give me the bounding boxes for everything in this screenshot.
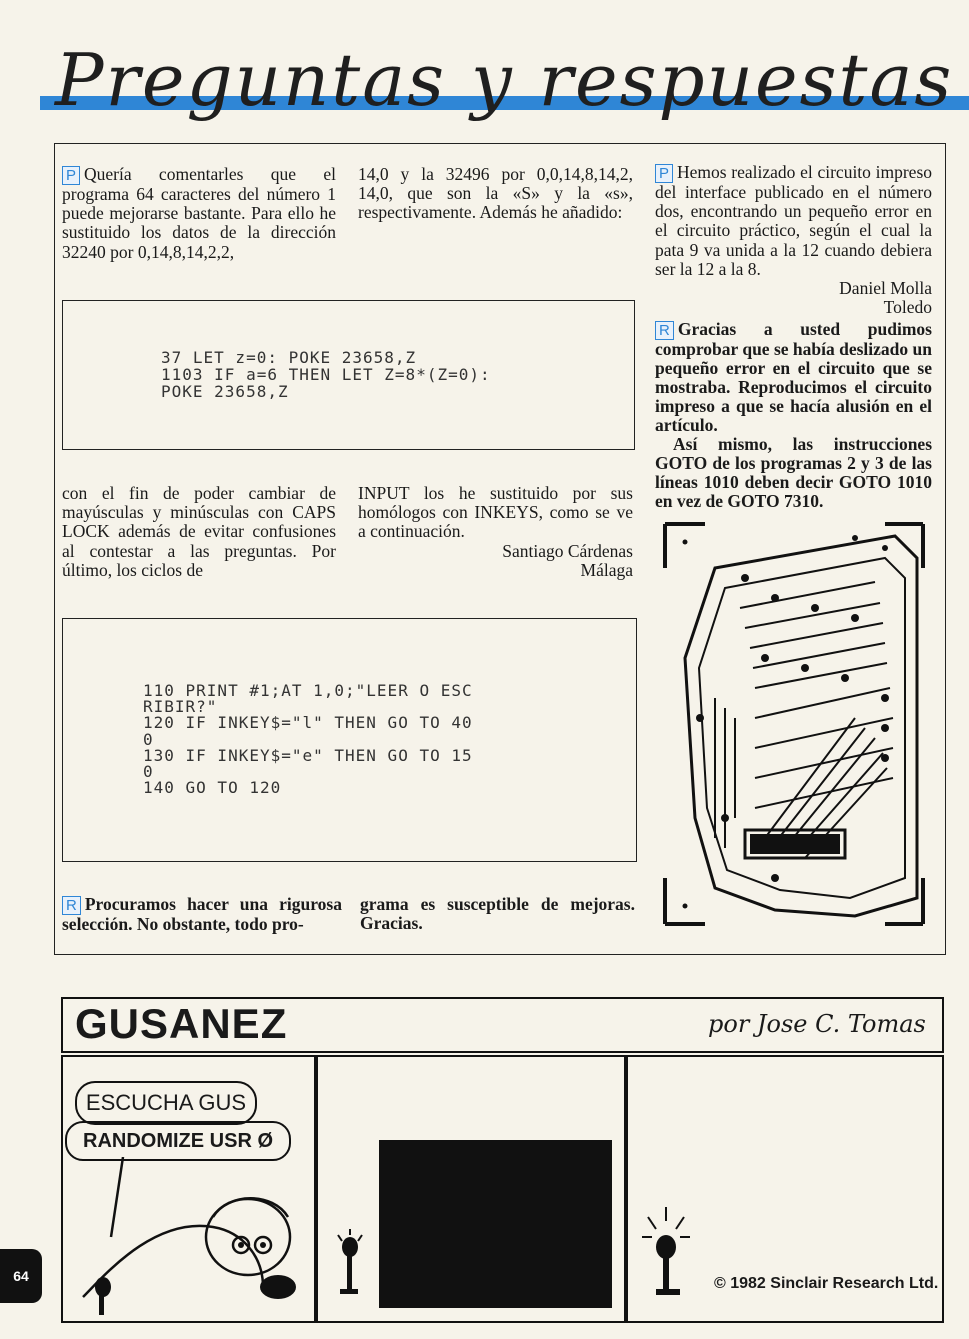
speech-bubble-bottom: RANDOMIZE USR Ø — [65, 1121, 291, 1161]
q1-answer-col1 — [62, 895, 342, 934]
code-listing-1 — [161, 349, 491, 400]
q1-text-col1: Quería comentarles que el programa 64 caracteres del número 1 puede mejorarse bastante. Para ello he sustituido los datos de la dirección 32240 por 0,14,8,14,2,2, — [62, 164, 336, 262]
q2-answer — [655, 320, 932, 511]
comic-byline: por Jose C. Tomas — [708, 1010, 926, 1038]
answer-badge: R — [62, 896, 81, 915]
q1-question-col2: 14,0 y la 32496 por 0,0,14,8,14,2, 14,0, que son la «S» y la «s», respectivamente. Además he añadido: — [358, 164, 633, 223]
code-line: 130 IF INKEY$="e" THEN GO TO 15 — [143, 745, 473, 765]
code-line: 120 IF INKEY$="l" THEN GO TO 40 — [143, 713, 473, 733]
code-line: 0 — [143, 729, 154, 749]
code-line: RIBIR?" — [143, 697, 218, 717]
comic-panel-1 — [61, 1055, 316, 1323]
q2-answer-text: Gracias a usted pudimos comprobar que se había deslizado un pequeño error en el circuito que se mostraba. Reproducimos el circuito impreso a que se hacía alusión en el artículo. — [655, 319, 932, 435]
code-listing-2 — [143, 683, 473, 796]
signature-city: Málaga — [580, 559, 633, 580]
code-line: POKE 23658,Z — [161, 382, 289, 401]
code-line: 110 PRINT #1;AT 1,0;"LEER O ESC — [143, 681, 473, 700]
code-line: 140 GO TO 120 — [143, 778, 282, 798]
question-badge: P — [655, 164, 673, 183]
circuit-board-image — [655, 518, 933, 930]
page-title: Preguntas y respuestas — [55, 38, 954, 122]
speech-bubble-top: ESCUCHA GUS — [75, 1081, 257, 1125]
q1-answer-col2: grama es susceptible de mejoras. Gracias. — [360, 894, 635, 934]
q2-question — [655, 163, 932, 317]
tv-screen-black — [379, 1140, 612, 1308]
character-drawing — [63, 1157, 314, 1321]
signature-name: Daniel Molla — [839, 278, 932, 299]
code-line: 1103 IF a=6 THEN LET Z=8*(Z=0): — [161, 365, 491, 384]
comic-panel-2 — [316, 1055, 626, 1323]
comic-title: GUSANEZ — [75, 1000, 288, 1047]
question-badge: P — [62, 166, 80, 185]
q1-text-col4: INPUT los he sustituido por sus homólogos con INKEYS, como se ve a continuación. — [358, 483, 633, 542]
small-character-icon — [330, 1227, 370, 1307]
q2-text: Hemos realizado el circuito impreso del interface publicado en el número dos, encontrando un pequeño error en el circuito práctico, según el cual la pata 9 va unida a la 12 cuando debiera ser la 12 a la 8. — [655, 162, 932, 279]
signature-name: Santiago Cárdenas — [502, 540, 633, 561]
code-box-1 — [62, 300, 635, 450]
q1-text-col3: con el fin de poder cambiar de mayúsculas y minúsculas con CAPS LOCK además de evitar confusiones al contestar a las preguntas. Por último, los ciclos de — [62, 483, 336, 580]
q1-text-col4-block — [358, 484, 633, 580]
comic-panel-3 — [626, 1055, 944, 1323]
q2-answer-text2: Así mismo, las instrucciones GOTO de los programas 2 y 3 de las líneas 1010 deben decir GOTO 1010 en vez de GOTO 7310. — [655, 434, 932, 511]
signature-city: Toledo — [883, 297, 932, 318]
code-line: 37 LET z=0: POKE 23658,Z — [161, 348, 417, 367]
q1-question-col1 — [62, 165, 336, 262]
answer-badge: R — [655, 321, 674, 340]
code-line: 0 — [143, 762, 154, 782]
q1-answer-text1: Procuramos hacer una rigurosa selección. No obstante, todo pro- — [62, 894, 342, 934]
falling-character-icon — [638, 1207, 698, 1307]
code-box-2 — [62, 618, 637, 862]
page-number: 64 — [0, 1249, 42, 1303]
copyright-notice: © 1982 Sinclair Research Ltd. — [714, 1275, 939, 1292]
